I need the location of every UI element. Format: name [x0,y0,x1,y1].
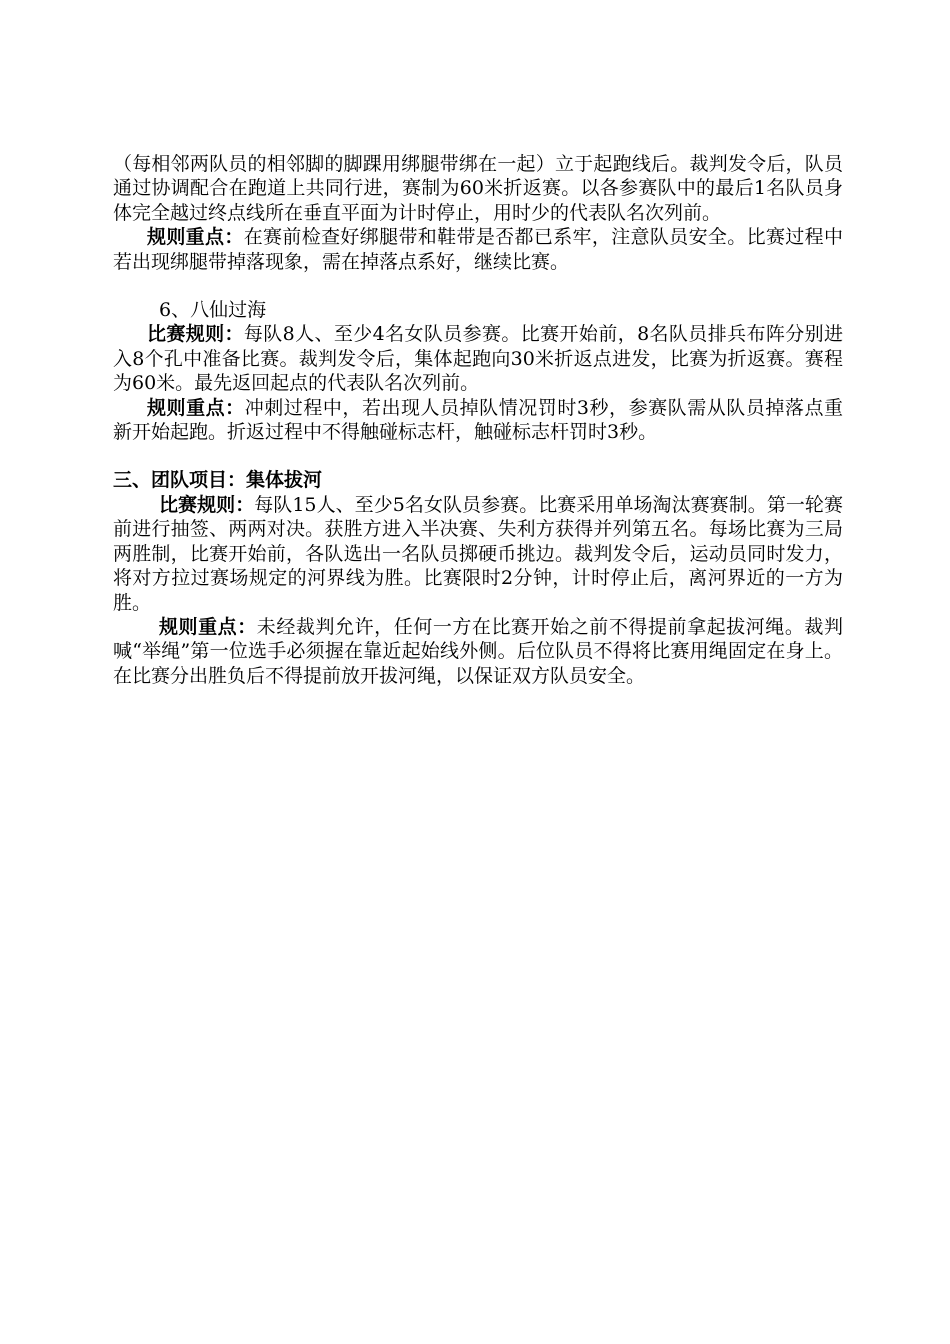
section3-key-points-paragraph [113,615,843,688]
section6-rules-paragraph [113,322,843,395]
section3-rules-label: 比赛规则： [159,493,255,516]
section3-title: 三、团队项目：集体拔河 [113,469,323,492]
section6-key-label: 规则重点： [147,396,245,419]
section3-key-text: 未经裁判允许，任何一方在比赛开始之前不得提前拿起拔河绳。裁判喊“举绳”第一位选手必须握在靠近起始线外侧。后位队员不得将比赛用绳固定在身上。在比赛分出胜负后不得提前放开拔河绳，以保证双方队员安全。 [113,615,843,687]
section6-key-text: 冲刺过程中，若出现人员掉队情况罚时3秒，参赛队需从队员掉落点重新开始起跑。折返过程中不得触碰标志杆，触碰标志杆罚时3秒。 [113,396,843,444]
section3-rules-paragraph [113,493,843,615]
section6-rules-label: 比赛规则： [147,323,244,346]
spacer [113,444,843,468]
section5-key-text: 在赛前检查好绑腿带和鞋带是否都已系牢，注意队员安全。比赛过程中若出现绑腿带掉落现象，需在掉落点系好，继续比赛。 [113,226,843,273]
section6-rules-text: 每队8人、至少4名女队员参赛。比赛开始前，8名队员排兵布阵分别进入8个孔中准备比赛。裁判发令后，集体起跑向30米折返点进发，比赛为折返赛。赛程为60米。最先返回起点的代表队名次列前。 [113,323,843,395]
section6-key-points-paragraph [113,396,843,445]
section5-key-label: 规则重点： [147,226,244,249]
section3-rules-text: 每队15人、至少5名女队员参赛。比赛采用单场淘汰赛赛制。第一轮赛前进行抽签、两两对决。获胜方进入半决赛、失利方获得并列第五名。每场比赛为三局两胜制，比赛开始前，各队选出一名队员掷硬币挑边。裁判发令后，运动员同时发力，将对方拉过赛场规定的河界线为胜。比赛限时2分钟，计时停止后，离河界近的一方为胜。 [113,493,843,614]
spacer [113,274,843,298]
document-page [113,152,843,688]
section5-key-points-paragraph [113,225,843,274]
section5-continuation-paragraph: （每相邻两队员的相邻脚的脚踝用绑腿带绑在一起）立于起跑线后。裁判发令后，队员通过协调配合在跑道上共同行进，赛制为60米折返赛。以各参赛队中的最后1名队员身体完全越过终点线所在垂直平面为计时停止，用时少的代表队名次列前。 [113,153,843,224]
section6-title: 6、八仙过海 [159,299,267,322]
section3-key-label: 规则重点： [159,615,257,638]
